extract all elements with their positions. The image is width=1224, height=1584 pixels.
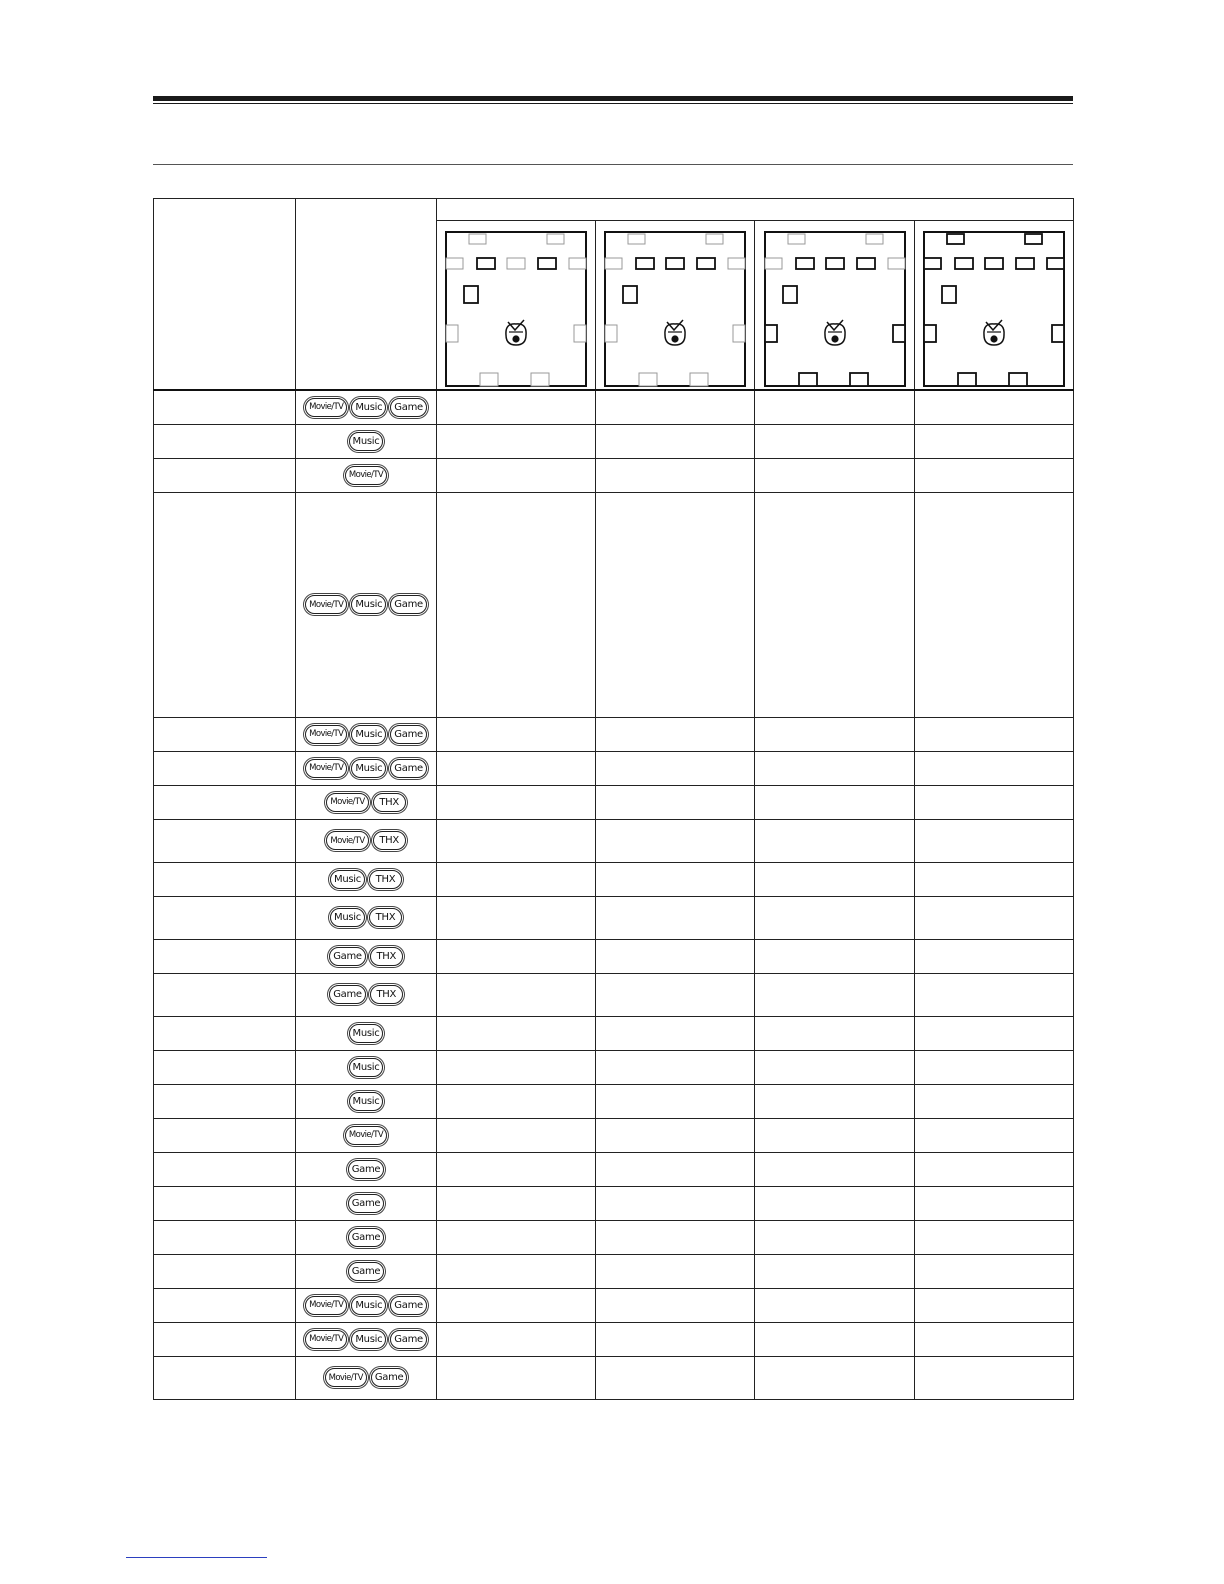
front-wide-left-speaker bbox=[924, 258, 941, 269]
speaker-config-cell bbox=[437, 751, 596, 785]
music-button-icon: Music bbox=[351, 1296, 386, 1315]
speaker-config-cell bbox=[915, 1016, 1074, 1050]
speaker-config-cell bbox=[596, 1050, 755, 1084]
game-button-icon: Game bbox=[329, 947, 366, 966]
speaker-layout-cell bbox=[915, 221, 1074, 391]
front-right-speaker bbox=[538, 258, 556, 269]
speaker-config-cell bbox=[755, 1220, 915, 1254]
surround-back-right-speaker bbox=[690, 373, 708, 386]
speaker-config-cell bbox=[755, 390, 915, 424]
footer-link-underline bbox=[126, 1557, 267, 1558]
front-right-speaker bbox=[1016, 258, 1034, 269]
mode-name-cell bbox=[154, 973, 296, 1016]
thx-button-icon: THX bbox=[369, 870, 402, 889]
mode-name-cell bbox=[154, 1152, 296, 1186]
mode-name-cell bbox=[154, 492, 296, 717]
mode-name-cell bbox=[154, 390, 296, 424]
mode-button-cell bbox=[296, 1016, 437, 1050]
table-row bbox=[154, 717, 1074, 751]
front-right-speaker bbox=[697, 258, 715, 269]
surround-back-right-speaker bbox=[850, 373, 868, 386]
movie-button-icon: Movie/TV bbox=[305, 1330, 347, 1349]
speaker-config-cell bbox=[596, 1356, 755, 1399]
mode-button-cell bbox=[296, 1050, 437, 1084]
surround-right-speaker bbox=[893, 325, 905, 342]
surround-back-left-speaker bbox=[639, 373, 657, 386]
mode-button-cell bbox=[296, 1254, 437, 1288]
table-row bbox=[154, 1016, 1074, 1050]
speaker-config-cell bbox=[596, 819, 755, 862]
table-row bbox=[154, 862, 1074, 896]
table-row bbox=[154, 492, 1074, 717]
speaker-config-cell bbox=[915, 973, 1074, 1016]
front-high-left-speaker bbox=[947, 234, 964, 244]
table-row bbox=[154, 1288, 1074, 1322]
music-button-icon: Music bbox=[351, 595, 386, 614]
mode-name-cell bbox=[154, 939, 296, 973]
thx-button-icon: THX bbox=[369, 908, 402, 927]
table-row bbox=[154, 819, 1074, 862]
listening-mode-table bbox=[153, 198, 1074, 1400]
speaker-config-cell bbox=[755, 1356, 915, 1399]
speaker-config-cell bbox=[915, 1356, 1074, 1399]
movie-button-icon: Movie/TV bbox=[326, 831, 368, 850]
mode-name-cell bbox=[154, 1322, 296, 1356]
header-rule-thick bbox=[153, 96, 1073, 101]
surround-back-right-speaker bbox=[1009, 373, 1027, 386]
table-row bbox=[154, 1322, 1074, 1356]
speaker-config-cell bbox=[437, 1084, 596, 1118]
front-wide-left-speaker bbox=[765, 258, 782, 269]
speaker-config-cell bbox=[596, 1288, 755, 1322]
game-button-icon: Game bbox=[348, 1160, 385, 1179]
thx-button-icon: THX bbox=[370, 947, 403, 966]
mode-button-cell bbox=[296, 1152, 437, 1186]
mode-button-cell bbox=[296, 1322, 437, 1356]
music-button-icon: Music bbox=[349, 1024, 384, 1043]
header-mode-cell bbox=[154, 199, 296, 391]
thx-button-icon: THX bbox=[370, 985, 403, 1004]
mode-button-cell bbox=[296, 1118, 437, 1152]
mode-name-cell bbox=[154, 819, 296, 862]
front-high-left-speaker bbox=[788, 234, 805, 244]
table-row bbox=[154, 390, 1074, 424]
movie-button-icon: Movie/TV bbox=[326, 793, 368, 812]
speaker-config-cell bbox=[755, 1152, 915, 1186]
speaker-config-cell bbox=[915, 1118, 1074, 1152]
mode-name-cell bbox=[154, 1016, 296, 1050]
game-button-icon: Game bbox=[390, 1296, 427, 1315]
speaker-layout-diagram bbox=[923, 231, 1065, 387]
speaker-config-cell bbox=[596, 1254, 755, 1288]
music-button-icon: Music bbox=[351, 759, 386, 778]
mode-button-cell bbox=[296, 492, 437, 717]
game-button-icon: Game bbox=[390, 398, 427, 417]
speaker-config-cell bbox=[755, 785, 915, 819]
center-speaker bbox=[507, 258, 525, 269]
speaker-config-cell bbox=[437, 1254, 596, 1288]
speaker-config-cell bbox=[915, 862, 1074, 896]
front-wide-left-speaker bbox=[605, 258, 622, 269]
header-speaker-layout-cell bbox=[437, 199, 1074, 221]
speaker-config-cell bbox=[755, 1322, 915, 1356]
table-body bbox=[154, 199, 1074, 1400]
speaker-config-cell bbox=[915, 390, 1074, 424]
subwoofer bbox=[783, 286, 797, 303]
table-row bbox=[154, 751, 1074, 785]
speaker-config-cell bbox=[596, 458, 755, 492]
header-rule-thin bbox=[153, 103, 1073, 104]
speaker-config-cell bbox=[755, 819, 915, 862]
speaker-config-cell bbox=[915, 939, 1074, 973]
game-button-icon: Game bbox=[348, 1262, 385, 1281]
speaker-config-cell bbox=[915, 717, 1074, 751]
front-high-right-speaker bbox=[547, 234, 564, 244]
speaker-config-cell bbox=[755, 1254, 915, 1288]
speaker-config-cell bbox=[915, 492, 1074, 717]
speaker-config-cell bbox=[596, 1152, 755, 1186]
surround-left-speaker bbox=[605, 325, 617, 342]
speaker-config-cell bbox=[437, 896, 596, 939]
speaker-config-cell bbox=[915, 458, 1074, 492]
front-wide-right-speaker bbox=[728, 258, 745, 269]
speaker-config-cell bbox=[437, 939, 596, 973]
section-rule bbox=[153, 164, 1073, 165]
speaker-config-cell bbox=[596, 862, 755, 896]
surround-left-speaker bbox=[765, 325, 777, 342]
game-button-icon: Game bbox=[371, 1368, 408, 1387]
speaker-config-cell bbox=[596, 785, 755, 819]
room-outline bbox=[446, 232, 586, 386]
mode-button-cell bbox=[296, 819, 437, 862]
table-row bbox=[154, 1084, 1074, 1118]
game-button-icon: Game bbox=[390, 759, 427, 778]
surround-right-speaker bbox=[1052, 325, 1064, 342]
room-outline bbox=[605, 232, 745, 386]
speaker-config-cell bbox=[437, 819, 596, 862]
mode-name-cell bbox=[154, 1084, 296, 1118]
mode-button-cell bbox=[296, 424, 437, 458]
front-wide-right-speaker bbox=[1047, 258, 1064, 269]
front-high-left-speaker bbox=[628, 234, 645, 244]
mode-button-cell bbox=[296, 896, 437, 939]
front-left-speaker bbox=[955, 258, 973, 269]
speaker-config-cell bbox=[755, 862, 915, 896]
front-high-right-speaker bbox=[706, 234, 723, 244]
surround-right-speaker bbox=[733, 325, 745, 342]
surround-back-left-speaker bbox=[799, 373, 817, 386]
table-row bbox=[154, 424, 1074, 458]
speaker-config-cell bbox=[437, 1220, 596, 1254]
front-wide-left-speaker bbox=[446, 258, 463, 269]
speaker-config-cell bbox=[915, 819, 1074, 862]
front-left-speaker bbox=[796, 258, 814, 269]
speaker-config-cell bbox=[437, 973, 596, 1016]
speaker-config-cell bbox=[596, 1322, 755, 1356]
speaker-config-cell bbox=[755, 1118, 915, 1152]
speaker-config-cell bbox=[437, 1356, 596, 1399]
front-right-speaker bbox=[857, 258, 875, 269]
mode-name-cell bbox=[154, 1118, 296, 1152]
table-row bbox=[154, 1050, 1074, 1084]
center-speaker bbox=[985, 258, 1003, 269]
game-button-icon: Game bbox=[348, 1194, 385, 1213]
center-speaker bbox=[666, 258, 684, 269]
speaker-config-cell bbox=[915, 1322, 1074, 1356]
mode-button-cell bbox=[296, 1186, 437, 1220]
surround-back-left-speaker bbox=[480, 373, 498, 386]
mode-button-cell bbox=[296, 1220, 437, 1254]
header-row-1 bbox=[154, 199, 1074, 221]
game-button-icon: Game bbox=[348, 1228, 385, 1247]
speaker-config-cell bbox=[915, 424, 1074, 458]
movie-button-icon: Movie/TV bbox=[345, 1126, 387, 1145]
speaker-config-cell bbox=[596, 492, 755, 717]
speaker-config-cell bbox=[596, 751, 755, 785]
speaker-config-cell bbox=[755, 1288, 915, 1322]
mode-button-cell bbox=[296, 458, 437, 492]
mode-name-cell bbox=[154, 1254, 296, 1288]
speaker-config-cell bbox=[915, 1254, 1074, 1288]
front-wide-right-speaker bbox=[569, 258, 586, 269]
speaker-config-cell bbox=[437, 1288, 596, 1322]
movie-button-icon: Movie/TV bbox=[305, 725, 347, 744]
speaker-config-cell bbox=[915, 1186, 1074, 1220]
speaker-config-cell bbox=[755, 492, 915, 717]
music-button-icon: Music bbox=[349, 1058, 384, 1077]
mode-name-cell bbox=[154, 1186, 296, 1220]
speaker-config-cell bbox=[437, 1322, 596, 1356]
music-button-icon: Music bbox=[349, 1092, 384, 1111]
speaker-config-cell bbox=[596, 1118, 755, 1152]
movie-button-icon: Movie/TV bbox=[345, 466, 387, 485]
speaker-config-cell bbox=[596, 896, 755, 939]
speaker-config-cell bbox=[596, 1220, 755, 1254]
movie-button-icon: Movie/TV bbox=[305, 595, 347, 614]
table-row bbox=[154, 1186, 1074, 1220]
music-button-icon: Music bbox=[330, 908, 365, 927]
table-row bbox=[154, 973, 1074, 1016]
front-high-right-speaker bbox=[1025, 234, 1042, 244]
speaker-config-cell bbox=[755, 1016, 915, 1050]
speaker-config-cell bbox=[437, 1152, 596, 1186]
surround-left-speaker bbox=[924, 325, 936, 342]
speaker-config-cell bbox=[915, 896, 1074, 939]
table-row bbox=[154, 1356, 1074, 1399]
speaker-config-cell bbox=[596, 717, 755, 751]
table-row bbox=[154, 896, 1074, 939]
speaker-layout-cell bbox=[596, 221, 755, 391]
thx-button-icon: THX bbox=[373, 793, 406, 812]
speaker-layout-cell bbox=[755, 221, 915, 391]
mode-name-cell bbox=[154, 1288, 296, 1322]
speaker-config-cell bbox=[915, 1084, 1074, 1118]
speaker-config-cell bbox=[596, 1016, 755, 1050]
speaker-layout-diagram bbox=[445, 231, 587, 387]
surround-back-left-speaker bbox=[958, 373, 976, 386]
game-button-icon: Game bbox=[390, 595, 427, 614]
mode-button-cell bbox=[296, 390, 437, 424]
room-outline bbox=[924, 232, 1064, 386]
speaker-config-cell bbox=[755, 1050, 915, 1084]
mode-name-cell bbox=[154, 424, 296, 458]
speaker-config-cell bbox=[437, 390, 596, 424]
mode-button-cell bbox=[296, 1288, 437, 1322]
front-wide-right-speaker bbox=[888, 258, 905, 269]
front-high-right-speaker bbox=[866, 234, 883, 244]
table-row bbox=[154, 1152, 1074, 1186]
speaker-config-cell bbox=[596, 390, 755, 424]
front-left-speaker bbox=[636, 258, 654, 269]
game-button-icon: Game bbox=[329, 985, 366, 1004]
mode-button-cell bbox=[296, 862, 437, 896]
movie-button-icon: Movie/TV bbox=[325, 1368, 367, 1387]
speaker-config-cell bbox=[915, 1152, 1074, 1186]
movie-button-icon: Movie/TV bbox=[305, 398, 347, 417]
speaker-config-cell bbox=[755, 973, 915, 1016]
speaker-layout-diagram bbox=[604, 231, 746, 387]
speaker-config-cell bbox=[596, 1186, 755, 1220]
speaker-config-cell bbox=[596, 424, 755, 458]
speaker-config-cell bbox=[437, 1016, 596, 1050]
speaker-config-cell bbox=[437, 424, 596, 458]
movie-button-icon: Movie/TV bbox=[305, 1296, 347, 1315]
mode-button-cell bbox=[296, 939, 437, 973]
mode-name-cell bbox=[154, 751, 296, 785]
speaker-layout-cell bbox=[437, 221, 596, 391]
table-row bbox=[154, 939, 1074, 973]
speaker-config-cell bbox=[755, 896, 915, 939]
music-button-icon: Music bbox=[330, 870, 365, 889]
speaker-config-cell bbox=[437, 1118, 596, 1152]
speaker-config-cell bbox=[915, 1050, 1074, 1084]
mode-button-cell bbox=[296, 1356, 437, 1399]
music-button-icon: Music bbox=[351, 398, 386, 417]
mode-name-cell bbox=[154, 896, 296, 939]
mode-name-cell bbox=[154, 1220, 296, 1254]
front-high-left-speaker bbox=[469, 234, 486, 244]
header-button-cell bbox=[296, 199, 437, 391]
speaker-config-cell bbox=[915, 751, 1074, 785]
speaker-config-cell bbox=[437, 1186, 596, 1220]
speaker-config-cell bbox=[915, 1288, 1074, 1322]
speaker-config-cell bbox=[596, 1084, 755, 1118]
mode-name-cell bbox=[154, 785, 296, 819]
speaker-config-cell bbox=[915, 1220, 1074, 1254]
music-button-icon: Music bbox=[349, 432, 384, 451]
speaker-config-cell bbox=[755, 1186, 915, 1220]
game-button-icon: Game bbox=[390, 725, 427, 744]
subwoofer bbox=[623, 286, 637, 303]
speaker-config-cell bbox=[755, 939, 915, 973]
mode-name-cell bbox=[154, 862, 296, 896]
subwoofer bbox=[942, 286, 956, 303]
speaker-config-cell bbox=[915, 785, 1074, 819]
speaker-config-cell bbox=[755, 751, 915, 785]
thx-button-icon: THX bbox=[373, 831, 406, 850]
subwoofer bbox=[464, 286, 478, 303]
center-speaker bbox=[826, 258, 844, 269]
speaker-config-cell bbox=[596, 939, 755, 973]
mode-button-cell bbox=[296, 751, 437, 785]
table-row bbox=[154, 1220, 1074, 1254]
speaker-config-cell bbox=[437, 1050, 596, 1084]
front-left-speaker bbox=[477, 258, 495, 269]
speaker-config-cell bbox=[437, 717, 596, 751]
speaker-config-cell bbox=[437, 862, 596, 896]
mode-button-cell bbox=[296, 973, 437, 1016]
room-outline bbox=[765, 232, 905, 386]
table-row bbox=[154, 1254, 1074, 1288]
surround-left-speaker bbox=[446, 325, 458, 342]
table-row bbox=[154, 1118, 1074, 1152]
speaker-config-cell bbox=[437, 458, 596, 492]
surround-right-speaker bbox=[574, 325, 586, 342]
music-button-icon: Music bbox=[351, 725, 386, 744]
movie-button-icon: Movie/TV bbox=[305, 759, 347, 778]
music-button-icon: Music bbox=[351, 1330, 386, 1349]
table-row bbox=[154, 785, 1074, 819]
speaker-layout-diagram bbox=[764, 231, 906, 387]
mode-button-cell bbox=[296, 1084, 437, 1118]
speaker-config-cell bbox=[755, 717, 915, 751]
speaker-config-cell bbox=[437, 492, 596, 717]
game-button-icon: Game bbox=[390, 1330, 427, 1349]
surround-back-right-speaker bbox=[531, 373, 549, 386]
mode-name-cell bbox=[154, 717, 296, 751]
speaker-config-cell bbox=[755, 458, 915, 492]
speaker-config-cell bbox=[755, 1084, 915, 1118]
mode-name-cell bbox=[154, 1050, 296, 1084]
mode-name-cell bbox=[154, 1356, 296, 1399]
mode-name-cell bbox=[154, 458, 296, 492]
mode-button-cell bbox=[296, 785, 437, 819]
speaker-config-cell bbox=[596, 973, 755, 1016]
mode-button-cell bbox=[296, 717, 437, 751]
table-row bbox=[154, 458, 1074, 492]
speaker-config-cell bbox=[437, 785, 596, 819]
speaker-config-cell bbox=[755, 424, 915, 458]
